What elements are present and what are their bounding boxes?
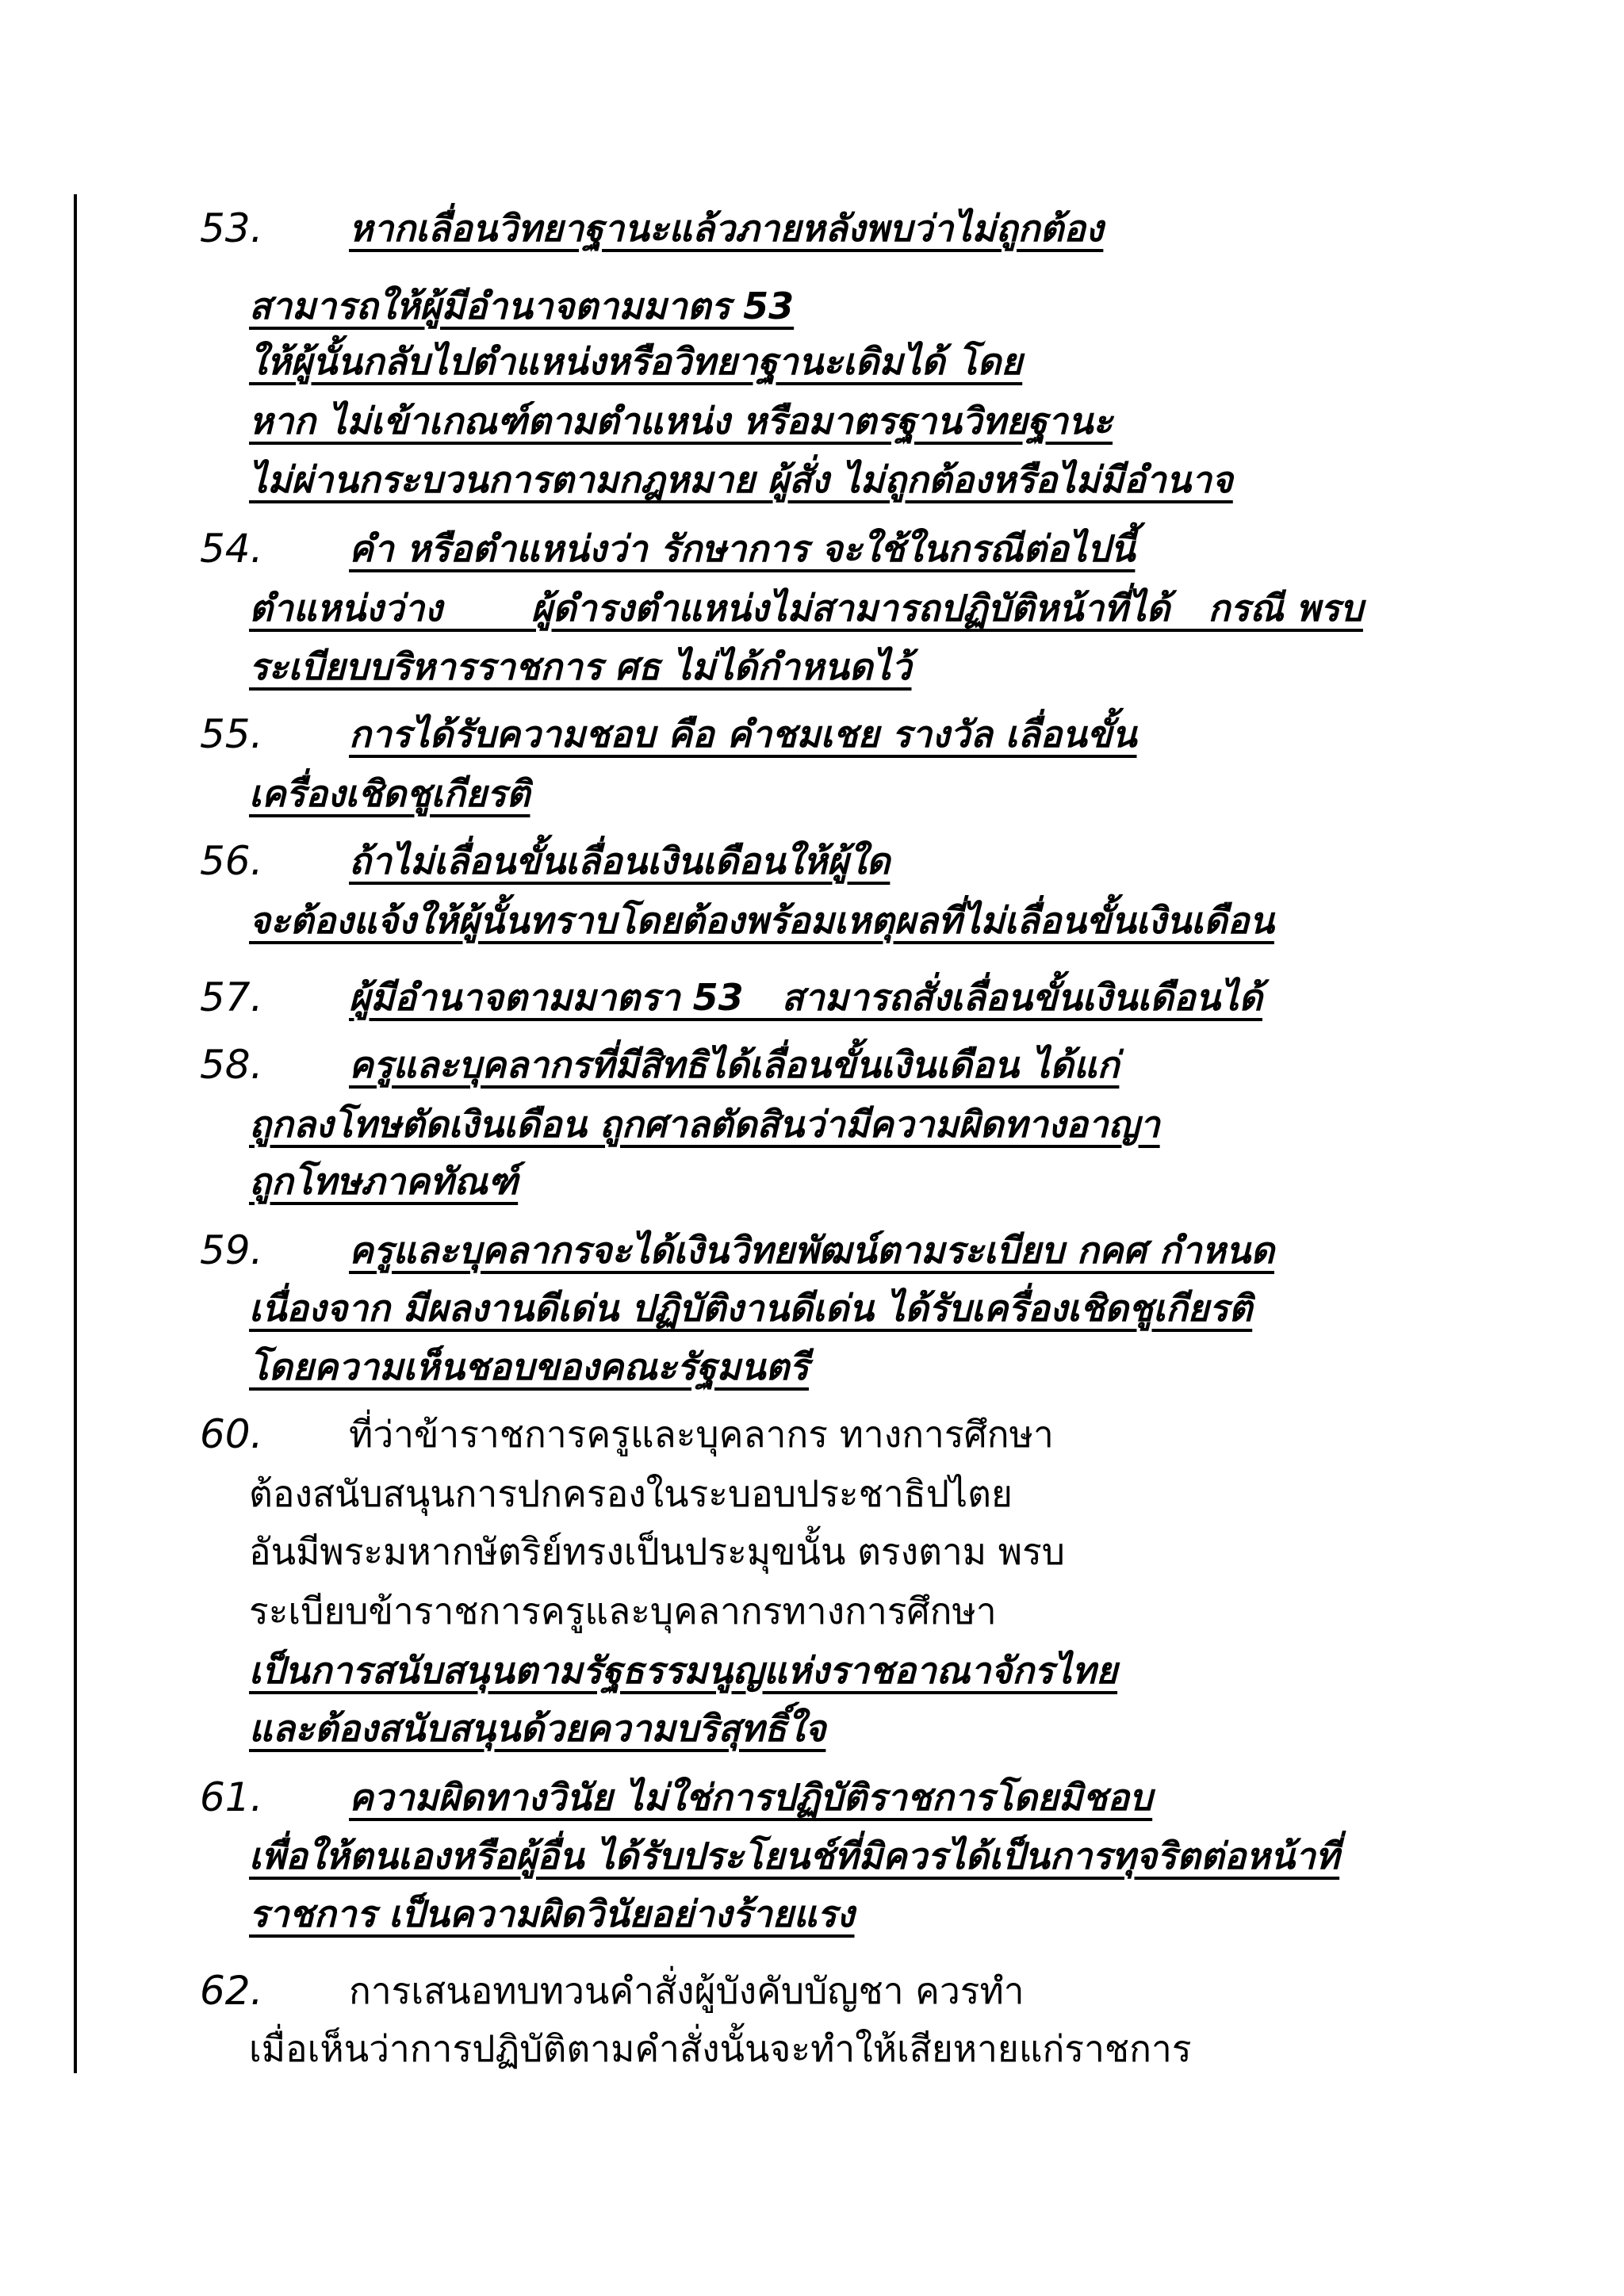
item-number: 61. xyxy=(200,1774,263,1820)
item-text-line: ความผิดทางวินัย ไม่ใช่การปฏิบัติราชการโดยมิชอบ xyxy=(349,1776,1153,1819)
item-number: 56. xyxy=(200,838,263,884)
item-text-line: ตำแหน่งว่าง ผู้ดำรงตำแหน่งไม่สามารถปฏิบัติหน้าที่ได้ กรณี พรบ xyxy=(249,587,1363,629)
item-number: 58. xyxy=(200,1042,263,1088)
item-text-line: ให้ผู้นั้นกลับไปตำแหน่งหรือวิทยาฐานะเดิมได้ โดย xyxy=(249,340,1023,383)
item-text-line: สามารถให้ผู้มีอำนาจตามมาตร 53 xyxy=(249,285,795,327)
item-number: 53. xyxy=(200,205,263,251)
item-text-line: ระเบียบบริหารราชการ ศธ ไม่ได้กำหนดไว้ xyxy=(249,645,912,688)
item-number: 62. xyxy=(200,1968,263,2014)
item-text-line: ถูกโทษภาคทัณฑ์ xyxy=(249,1160,519,1203)
left-margin-rule xyxy=(74,194,77,2073)
item-text-line: การได้รับความชอบ คือ คำชมเชย รางวัล เลื่อนขั้น xyxy=(349,713,1137,756)
item-text-line: ครูและบุคลากรจะได้เงินวิทยพัฒน์ตามระเบียบ กคศ กำหนด xyxy=(349,1229,1274,1272)
item-text-line: อันมีพระมหากษัตริย์ทรงเป็นประมุขนั้น ตรงตาม พรบ xyxy=(249,1530,1065,1573)
item-text-line: ราชการ เป็นความผิดวินัยอย่างร้ายแรง xyxy=(249,1892,855,1935)
item-text-line: จะต้องแจ้งให้ผู้นั้นทราบโดยต้องพร้อมเหตุผลที่ไม่เลื่อนขั้นเงินเดือน xyxy=(249,899,1274,942)
item-number: 59. xyxy=(200,1227,263,1273)
item-text-line: เนื่องจาก มีผลงานดีเด่น ปฏิบัติงานดีเด่น ได้รับเครื่องเชิดชูเกียรติ xyxy=(249,1287,1253,1330)
item-text-line: ต้องสนับสนุนการปกครองในระบอบประชาธิปไตย xyxy=(249,1472,1013,1515)
item-text-line: การเสนอทบทวนคำสั่งผู้บังคับบัญชา ควรทำ xyxy=(349,1969,1025,2012)
item-text-line: หากเลื่อนวิทยาฐานะแล้วภายหลังพบว่าไม่ถูกต้อง xyxy=(349,207,1104,250)
item-number: 60. xyxy=(200,1411,263,1457)
item-text-line: หาก ไม่เข้าเกณฑ์ตามตำแหน่ง หรือมาตรฐานวิทยฐานะ xyxy=(249,400,1113,442)
item-number: 55. xyxy=(200,711,263,757)
item-text-line: ที่ว่าข้าราชการครูและบุคลากร ทางการศึกษา xyxy=(349,1413,1054,1456)
item-text-line: ไม่ผ่านกระบวนการตามกฎหมาย ผู้สั่ง ไม่ถูกต้องหรือไม่มีอำนาจ xyxy=(249,458,1233,501)
item-text-line: ถ้าไม่เลื่อนขั้นเลื่อนเงินเดือนให้ผู้ใด xyxy=(349,840,891,882)
item-text-line: เพื่อให้ตนเองหรือผู้อื่น ได้รับประโยนช์ที่มิควรได้เป็นการทุจริตต่อหน้าที่ xyxy=(249,1835,1340,1877)
item-text-line: เมื่อเห็นว่าการปฏิบัติตามคำสั่งนั้นจะทำให้เสียหายแก่ราชการ xyxy=(249,2027,1192,2070)
item-text-line: ครูและบุคลากรที่มีสิทธิได้เลื่อนขั้นเงินเดือน ได้แก่ xyxy=(349,1043,1120,1086)
item-number: 57. xyxy=(200,974,263,1020)
item-text-line: ระเบียบข้าราชการครูและบุคลากรทางการศึกษา xyxy=(249,1590,997,1632)
item-text-line: โดยความเห็นชอบของคณะรัฐมนตรี xyxy=(249,1345,809,1388)
item-text-line: และต้องสนับสนุนด้วยความบริสุทธิ์ใจ xyxy=(249,1707,826,1750)
item-text-line: เครื่องเชิดชูเกียรติ xyxy=(249,772,530,815)
item-text-line: ผู้มีอำนาจตามมาตรา 53 สามารถสั่งเลื่อนขั้นเงินเดือนได้ xyxy=(349,976,1262,1019)
item-text-line: ถูกลงโทษตัดเงินเดือน ถูกศาลตัดสินว่ามีความผิดทางอาญา xyxy=(249,1103,1160,1146)
item-number: 54. xyxy=(200,526,263,572)
item-text-line: คำ หรือตำแหน่งว่า รักษาการ จะใช้ในกรณีต่อไปนี้ xyxy=(349,527,1136,570)
item-text-line: เป็นการสนับสนุนตามรัฐธรรมนูญแห่งราชอาณาจักรไทย xyxy=(249,1649,1118,1692)
